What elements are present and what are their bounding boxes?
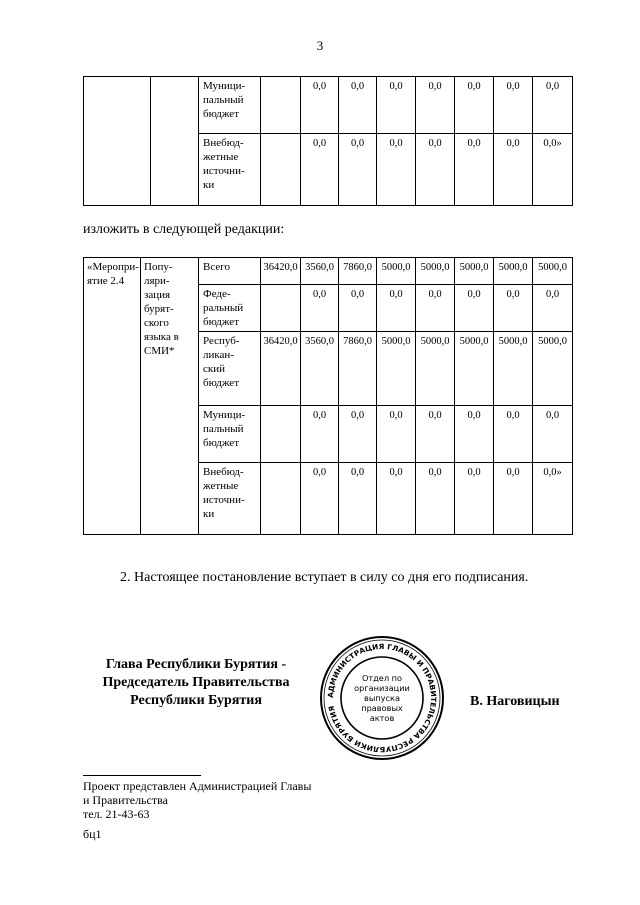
- total-cell: [261, 463, 301, 535]
- year-value-cell: 0,0: [377, 285, 416, 332]
- year-value-cell: 0,0: [494, 285, 533, 332]
- year-value-cell: 0,0: [339, 285, 377, 332]
- year-value-cell: 0,0: [301, 134, 339, 206]
- cell-text-line: Феде-: [203, 288, 231, 300]
- year-value-cell: 0,0: [494, 463, 533, 535]
- total-cell: 36420,0: [261, 258, 301, 285]
- year-value-cell: 0,0»: [533, 463, 573, 535]
- measure-table: [83, 257, 573, 535]
- year-value-cell: 0,0: [377, 406, 416, 463]
- cell-text-line: Респуб-: [203, 335, 240, 347]
- year-value-cell: 0,0: [494, 77, 533, 134]
- year-value-cell: 0,0: [455, 406, 494, 463]
- year-value-cell: 7860,0: [339, 258, 377, 285]
- year-value-cell: 0,0: [416, 77, 455, 134]
- cell-text-line: бюджет: [203, 108, 239, 120]
- year-value-cell: 0,0: [301, 77, 339, 134]
- year-value-cell: 5000,0: [533, 258, 573, 285]
- footer-line: и Правительства: [83, 793, 168, 807]
- cell-text-line: источни-: [203, 165, 245, 177]
- cell-text-line: Внебюд-: [203, 466, 244, 478]
- cell-text-line: ляри-: [144, 275, 170, 287]
- signatory-title-line: Председатель Правительства: [102, 675, 290, 690]
- paragraph-effective-date: 2. Настоящее постановление вступает в силу со дня его подписания.: [120, 570, 529, 585]
- cell-text-line: бюджет: [203, 377, 239, 389]
- year-value-cell: 0,0: [455, 77, 494, 134]
- year-value-cell: 5000,0: [533, 332, 573, 406]
- year-value-cell: 0,0: [301, 463, 339, 535]
- cell-text-line: ский: [203, 363, 225, 375]
- year-value-cell: 3560,0: [301, 258, 339, 285]
- year-value-cell: 7860,0: [339, 332, 377, 406]
- signatory-title: [66, 656, 326, 710]
- year-value-cell: 0,0: [339, 134, 377, 206]
- total-cell: 36420,0: [261, 332, 301, 406]
- funding-source-cell: [199, 406, 261, 463]
- cell-text-line: Всего: [203, 261, 230, 273]
- cell-text-line: бурят-: [144, 303, 174, 315]
- cell-text-line: ликан-: [203, 349, 234, 361]
- footer-note: [83, 779, 311, 821]
- footer-line: тел. 21-43-63: [83, 807, 150, 821]
- year-value-cell: 0,0: [416, 134, 455, 206]
- year-value-cell: 0,0: [416, 285, 455, 332]
- stamp-inner-line: организации: [354, 683, 410, 693]
- year-value-cell: 5000,0: [494, 332, 533, 406]
- year-value-cell: 0,0: [533, 285, 573, 332]
- measure-cell: [84, 258, 141, 535]
- year-value-cell: 0,0: [301, 285, 339, 332]
- description-cell: [141, 258, 199, 535]
- year-value-cell: 0,0: [533, 406, 573, 463]
- year-value-cell: 0,0: [339, 463, 377, 535]
- cell-text-line: бюджет: [203, 316, 239, 328]
- funding-source-cell: [199, 258, 261, 285]
- year-value-cell: 0,0: [494, 406, 533, 463]
- year-value-cell: 0,0: [339, 77, 377, 134]
- year-value-cell: 5000,0: [455, 332, 494, 406]
- description-cell: [151, 77, 199, 206]
- official-stamp: [318, 634, 446, 762]
- year-value-cell: 0,0: [301, 406, 339, 463]
- year-value-cell: 5000,0: [416, 258, 455, 285]
- cell-text-line: СМИ*: [144, 345, 175, 357]
- funding-source-cell: [199, 332, 261, 406]
- stamp-inner-line: правовых: [361, 703, 403, 713]
- year-value-cell: 0,0: [377, 463, 416, 535]
- year-value-cell: 0,0: [494, 134, 533, 206]
- cell-text-line: языка в: [144, 331, 179, 343]
- cell-text-line: ского: [144, 317, 169, 329]
- year-value-cell: 5000,0: [377, 258, 416, 285]
- table-row: [84, 258, 573, 285]
- cell-text-line: Внебюд-: [203, 137, 244, 149]
- page-number: 3: [316, 38, 324, 53]
- cell-text-line: Муници-: [203, 80, 246, 92]
- stamp-ring-text: АДМИНИСТРАЦИЯ ГЛАВЫ И ПРАВИТЕЛЬСТВА РЕСПУБЛИКИ БУРЯТИЯ: [325, 641, 439, 755]
- measure-cell: [84, 77, 151, 206]
- year-value-cell: 5000,0: [494, 258, 533, 285]
- year-value-cell: 5000,0: [455, 258, 494, 285]
- intro-text: изложить в следующей редакции:: [83, 222, 285, 237]
- table-row: [84, 77, 573, 134]
- cell-text-line: бюджет: [203, 437, 239, 449]
- year-value-cell: 5000,0: [416, 332, 455, 406]
- year-value-cell: 0,0: [416, 463, 455, 535]
- total-cell: [261, 285, 301, 332]
- cell-text-line: «Меропри-: [87, 261, 139, 273]
- stamp-inner-line: Отдел по: [361, 673, 403, 683]
- total-cell: [261, 77, 301, 134]
- cell-text-line: ки: [203, 179, 215, 191]
- signatory-title-line: Глава Республики Бурятия -: [105, 657, 287, 672]
- cell-text-line: источни-: [203, 494, 245, 506]
- cell-text-line: зация: [144, 289, 171, 301]
- footer-rule: [83, 775, 201, 776]
- funding-source-cell: [199, 77, 261, 134]
- signatory-name: В. Наговицын: [470, 694, 560, 709]
- year-value-cell: 0,0: [455, 285, 494, 332]
- funding-source-cell: [199, 285, 261, 332]
- cell-text-line: ятие 2.4: [87, 275, 125, 287]
- budget-table-continuation: [83, 76, 573, 206]
- year-value-cell: 0,0: [416, 406, 455, 463]
- document-code: бц1: [83, 827, 102, 841]
- year-value-cell: 0,0»: [533, 134, 573, 206]
- signatory-title-line: Республики Бурятия: [130, 693, 262, 708]
- cell-text-line: пальный: [203, 423, 244, 435]
- year-value-cell: 0,0: [533, 77, 573, 134]
- footer-line: Проект представлен Администрацией Главы: [83, 779, 312, 793]
- year-value-cell: 0,0: [377, 134, 416, 206]
- year-value-cell: 3560,0: [301, 332, 339, 406]
- year-value-cell: 5000,0: [377, 332, 416, 406]
- total-cell: [261, 134, 301, 206]
- funding-source-cell: [199, 134, 261, 206]
- year-value-cell: 0,0: [377, 77, 416, 134]
- cell-text-line: пальный: [203, 94, 244, 106]
- year-value-cell: 0,0: [339, 406, 377, 463]
- cell-text-line: ральный: [203, 302, 244, 314]
- funding-source-cell: [199, 463, 261, 535]
- cell-text-line: ки: [203, 508, 215, 520]
- year-value-cell: 0,0: [455, 463, 494, 535]
- stamp-inner-line: актов: [369, 713, 395, 723]
- cell-text-line: жетные: [203, 151, 239, 163]
- total-cell: [261, 406, 301, 463]
- stamp-inner-line: выпуска: [364, 693, 400, 703]
- cell-text-line: Муници-: [203, 409, 246, 421]
- year-value-cell: 0,0: [455, 134, 494, 206]
- cell-text-line: Попу-: [144, 261, 173, 273]
- cell-text-line: жетные: [203, 480, 239, 492]
